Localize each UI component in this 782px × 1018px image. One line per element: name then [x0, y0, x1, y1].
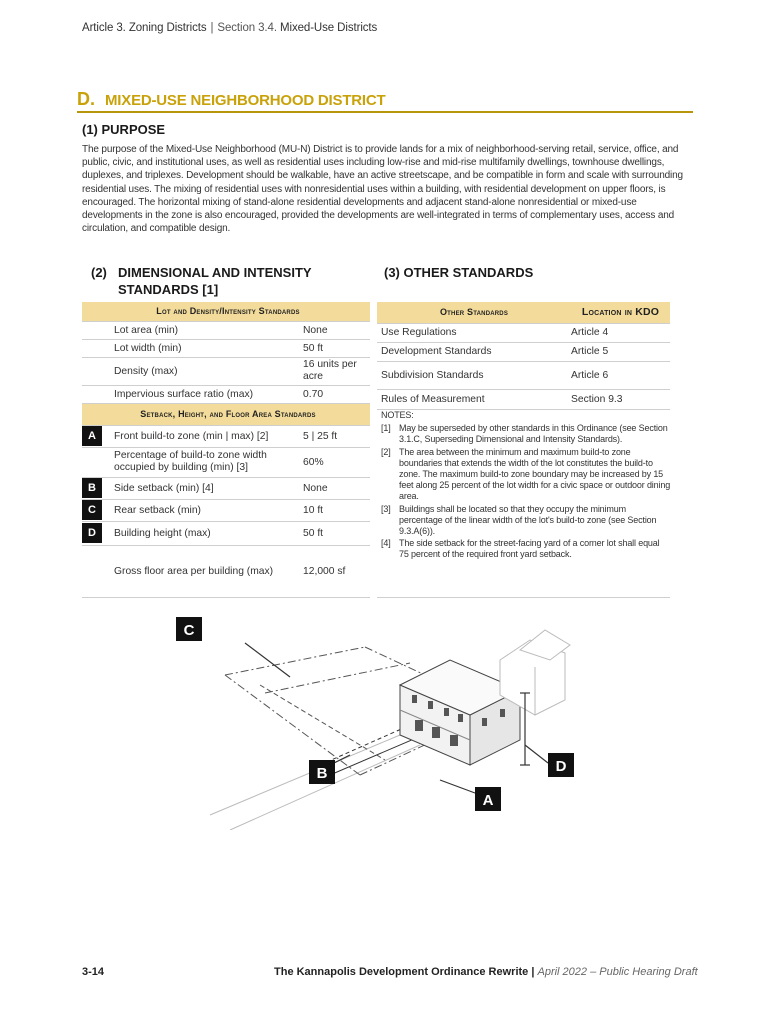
table-row [82, 499, 370, 521]
dimensional-heading-line1: DIMENSIONAL AND INTENSITY [118, 265, 312, 280]
district-illustration [170, 615, 620, 830]
purpose-text: The purpose of the Mixed-Use Neighborhood (MU-N) District is to provide lands for a mix of neighborhood-serving retail, service, office, and public, civic, and institutional uses, as well as residential uses including low-rise and mid-rise multifamily dwellings, townhouse dwellings, duplexes, and triplexes. Development should be walkable, have an active streetscape, and be compatible in form and scale with surrounding residential uses. The mixing of residential uses with nonresidential uses within a building, with residential development on upper floors, is encouraged. The horizontal mixing of stand-alone residential developments and adjacent stand-alone nonresidential or mixed-use developments in the zone is also encouraged, provided the developments are well-integrated in terms of complementary uses, access and circulation, and compatible design. [82, 144, 683, 235]
other-standards-table [377, 302, 670, 410]
note-number: [3] [381, 503, 391, 514]
section-title-text: MIXED-USE NEIGHBORHOOD DISTRICT [105, 92, 386, 109]
notes-heading: NOTES: [381, 410, 414, 420]
standard-location: Article 6 [567, 361, 670, 389]
table-row [82, 425, 370, 447]
footer-draft-label: April 2022 – Public Hearing Draft [537, 966, 698, 978]
row-label: Lot area (min) [110, 321, 299, 339]
badge-b: B [82, 478, 102, 498]
table-row [82, 321, 370, 339]
footer-document-title: The Kannapolis Development Ordinance Rewrite [274, 966, 529, 978]
other-standards-col-header: Other Standards [377, 302, 567, 323]
row-value: 5 | 25 ft [299, 425, 370, 447]
note-text: The side setback for the street-facing yard of a corner lot shall equal 75 percent of the required front yard setback. [399, 538, 660, 560]
row-label: Lot width (min) [110, 339, 299, 357]
note-item [381, 423, 671, 445]
row-label: Gross floor area per building (max) [114, 565, 274, 577]
row-label: Building height (max) [110, 521, 299, 545]
footer-separator: | [531, 966, 535, 978]
row-value: 60% [299, 447, 370, 477]
dimensional-heading-line2: STANDARDS [1] [118, 282, 219, 297]
note-number: [4] [381, 538, 391, 549]
table-row [377, 342, 670, 361]
illustration-label-c: C [183, 622, 195, 639]
table-row [82, 339, 370, 357]
row-label: Side setback (min) [4] [110, 477, 299, 499]
purpose-heading: (1) PURPOSE [82, 122, 166, 137]
row-value: 50 ft [299, 521, 370, 545]
note-text: Buildings shall be located so that they occupy the minimum percentage of the linear width of the lot's build-to zone (see Section 9.3.A(6)). [399, 503, 657, 537]
dimensional-heading-num: (2) [91, 265, 107, 280]
note-text: May be superseded by other standards in this Ordinance (see Section 3.1.C, Superseding Dimensional and Intensity Standards). [399, 423, 668, 445]
row-label: Impervious surface ratio (max) [110, 385, 299, 403]
page-number: 3-14 [82, 966, 105, 978]
note-item [381, 447, 671, 503]
table-row [82, 447, 370, 477]
section-letter: D. [77, 89, 95, 109]
row-label: Density (max) [110, 357, 299, 385]
row-value: 50 ft [299, 339, 370, 357]
illustration-label-d: D [555, 758, 567, 775]
row-label: Front build-to zone (min | max) [2] [110, 425, 299, 447]
standard-name: Development Standards [377, 342, 567, 361]
other-standards-heading: (3) OTHER STANDARDS [384, 265, 534, 280]
location-col-header: Location in KDO [567, 302, 670, 323]
table-row [82, 545, 370, 597]
standard-name: Use Regulations [377, 323, 567, 342]
setback-standards-header: Setback, Height, and Floor Area Standards [82, 403, 370, 425]
badge-c: C [82, 500, 102, 520]
standard-location: Article 5 [567, 342, 670, 361]
standard-location: Article 4 [567, 323, 670, 342]
standard-location: Section 9.3 [567, 389, 670, 409]
row-value: 10 ft [299, 499, 370, 521]
row-value: None [299, 477, 370, 499]
header-section-prefix: Section 3.4. [217, 22, 277, 34]
table-row [82, 477, 370, 499]
row-label: Rear setback (min) [110, 499, 299, 521]
table-row [82, 521, 370, 545]
header-separator: | [210, 22, 214, 34]
standard-name: Rules of Measurement [377, 389, 567, 409]
notes [381, 410, 671, 561]
note-number: [1] [381, 423, 391, 434]
table-row [377, 361, 670, 389]
notes-bottom-rule [377, 597, 670, 598]
standard-name: Subdivision Standards [377, 361, 567, 389]
note-text: The area between the minimum and maximum build-to zone boundaries that extends the width of the lot constitutes the build-to zone. The maximum build-to zone boundary may be increased by 15 feet along 25 percent of the lot width for a civic space or outdoor dining area. [399, 446, 671, 502]
dimensional-table [82, 302, 370, 597]
row-value: 0.70 [299, 385, 370, 403]
illustration-label-a: A [482, 792, 494, 809]
table-row [82, 357, 370, 385]
illustration-label-b: B [316, 765, 328, 782]
badge-a: A [82, 426, 102, 446]
dimensional-heading [91, 264, 312, 298]
lot-standards-header: Lot and Density/Intensity Standards [82, 302, 370, 321]
header-section-name: Mixed-Use Districts [280, 22, 378, 34]
note-number: [2] [381, 446, 391, 457]
table-row [82, 385, 370, 403]
note-item [381, 538, 671, 560]
row-value: 12,000 sf [303, 565, 346, 577]
row-value: None [299, 321, 370, 339]
row-value: 16 units per acre [299, 357, 370, 385]
header-article: Article 3. Zoning Districts [82, 22, 207, 34]
footer-title [274, 966, 698, 978]
badge-d: D [82, 523, 102, 543]
table-row [377, 323, 670, 342]
row-label: Percentage of build-to zone width occupied by building (min) [3] [110, 447, 299, 477]
note-item [381, 504, 671, 538]
table-row [377, 389, 670, 409]
page-header [82, 22, 377, 34]
dimensional-table-bottom-rule [82, 597, 370, 598]
section-title [77, 89, 693, 113]
